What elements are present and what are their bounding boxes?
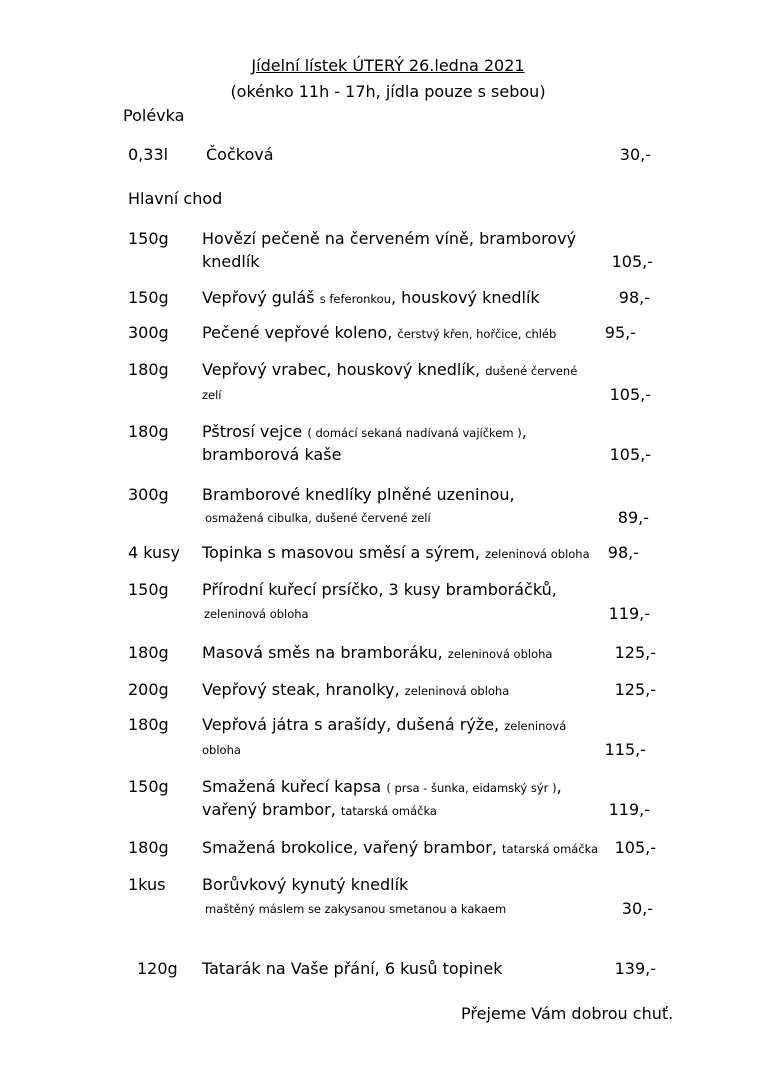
- item-name-detail: zeleninová obloha: [404, 684, 510, 698]
- item-name-detail: zelí: [202, 388, 222, 402]
- item-name: [202, 777, 562, 796]
- item-name-main: knedlík: [202, 252, 260, 271]
- item-name: [202, 580, 557, 599]
- item-price: 105,-: [609, 445, 651, 464]
- item-name-detail: obloha: [202, 743, 241, 757]
- item-qty: 180g: [128, 360, 169, 379]
- item-name-main: ,: [556, 777, 562, 796]
- item-name: [202, 875, 408, 894]
- item-name: [202, 288, 540, 307]
- item-name-detail: zeleninová obloha: [447, 647, 553, 661]
- item-name: [202, 323, 556, 342]
- item-name: [202, 838, 598, 857]
- item-name-main: Přírodní kuřecí prsíčko, 3 kusy bramboráčků,: [202, 580, 557, 599]
- item-name: [202, 643, 552, 662]
- item-name-main: Smažená brokolice, vařený brambor,: [202, 838, 503, 857]
- item-name-detail: maštěný máslem se zakysanou smetanou a kakaem: [205, 902, 507, 916]
- item-qty: 150g: [128, 777, 169, 796]
- item-name: [202, 229, 576, 248]
- item-qty: 120g: [137, 959, 178, 978]
- item-name-main: Masová směs na bramboráku,: [202, 643, 448, 662]
- soup-price: 30,-: [619, 145, 651, 164]
- item-name-detail: s feferonkou: [319, 292, 391, 306]
- item-qty: 200g: [128, 680, 169, 699]
- item-price: 98,-: [607, 543, 639, 562]
- item-name: [202, 360, 577, 379]
- item-name-main: , houskový knedlík: [391, 288, 540, 307]
- item-name-detail: tatarská omáčka: [340, 804, 437, 818]
- item-price: 125,-: [614, 680, 656, 699]
- item-name-main: ,: [521, 422, 527, 441]
- closing-message: Přejeme Vám dobrou chuť.: [461, 1004, 674, 1023]
- item-price: 119,-: [608, 604, 650, 623]
- item-name-detail: zeleninová obloha: [204, 607, 309, 621]
- item-qty: 180g: [128, 838, 169, 857]
- item-name-main: bramborová kaše: [202, 445, 342, 464]
- item-price: 139,-: [614, 959, 656, 978]
- item-price: 105,-: [609, 385, 651, 404]
- item-name-main: Pečené vepřové koleno,: [202, 323, 398, 342]
- item-name-cont: [202, 252, 260, 271]
- item-name: [202, 715, 566, 734]
- item-name-main: Tatarák na Vaše přání, 6 kusů topinek: [202, 959, 503, 978]
- item-name-cont: [202, 800, 437, 819]
- item-qty: 1kus: [128, 875, 166, 894]
- item-qty: 300g: [128, 323, 169, 342]
- menu-title: Jídelní lístek ÚTERÝ 26.ledna 2021: [251, 56, 525, 75]
- item-name: [202, 680, 509, 699]
- item-name-main: Vepřová játra s arašídy, dušená rýže,: [202, 715, 505, 734]
- item-qty: 180g: [128, 715, 169, 734]
- item-name-cont: [205, 902, 506, 916]
- item-qty: 4 kusy: [128, 543, 180, 562]
- item-name-cont: [204, 607, 309, 621]
- item-qty: 150g: [128, 288, 169, 307]
- soup-qty: 0,33l: [128, 145, 169, 164]
- item-name-main: Topinka s masovou směsí a sýrem,: [202, 543, 486, 562]
- item-qty: 300g: [128, 485, 169, 504]
- item-price: 89,-: [617, 508, 649, 527]
- item-price: 115,-: [604, 740, 646, 759]
- item-price: 105,-: [611, 252, 653, 271]
- item-name-main: Vepřový guláš: [202, 288, 320, 307]
- item-price: 105,-: [614, 838, 656, 857]
- item-price: 125,-: [614, 643, 656, 662]
- item-name: [202, 959, 503, 978]
- item-name-cont: [205, 511, 431, 525]
- item-name-cont: [202, 445, 341, 464]
- section-main: Hlavní chod: [128, 189, 223, 208]
- item-name-detail: dušené červené: [485, 364, 578, 378]
- item-name-detail: zeleninová: [504, 719, 567, 733]
- item-name-main: Vepřový vrabec, houskový knedlík,: [202, 360, 486, 379]
- item-qty: 180g: [128, 643, 169, 662]
- item-name-detail: ( domácí sekaná nadívaná vajíčkem ): [307, 426, 522, 440]
- item-name: [202, 543, 590, 562]
- soup-name: Čočková: [206, 145, 274, 164]
- item-name-main: Bramborové knedlíky plněné uzeninou,: [202, 485, 515, 504]
- item-name-main: Pštrosí vejce: [202, 422, 308, 441]
- item-name-main: Hovězí pečeně na červeném víně, bramborový: [202, 229, 577, 248]
- item-name-cont: [202, 743, 241, 757]
- item-name-cont: [202, 388, 222, 402]
- item-name-detail: osmažená cibulka, dušené červené zelí: [205, 511, 431, 525]
- item-name: [202, 485, 515, 504]
- item-qty: 150g: [128, 580, 169, 599]
- item-qty: 180g: [128, 422, 169, 441]
- item-name-detail: zeleninová obloha: [485, 547, 590, 561]
- menu-subtitle: (okénko 11h - 17h, jídla pouze s sebou): [230, 82, 546, 101]
- item-name-main: Vepřový steak, hranolky,: [202, 680, 405, 699]
- item-name-detail: tatarská omáčka: [502, 842, 599, 856]
- item-price: 98,-: [618, 288, 650, 307]
- item-name-main: Borůvkový kynutý knedlík: [202, 875, 409, 894]
- item-name-main: Smažená kuřecí kapsa: [202, 777, 387, 796]
- item-price: 119,-: [608, 800, 650, 819]
- item-qty: 150g: [128, 229, 169, 248]
- item-price: 95,-: [604, 323, 636, 342]
- item-name: [202, 422, 527, 441]
- item-price: 30,-: [621, 899, 653, 918]
- item-name-main: vařený brambor,: [202, 800, 341, 819]
- section-soup: Polévka: [123, 106, 185, 125]
- item-name-detail: čerstvý křen, hořčice, chléb: [397, 327, 557, 341]
- item-name-detail: ( prsa - šunka, eidamský sýr ): [386, 781, 557, 795]
